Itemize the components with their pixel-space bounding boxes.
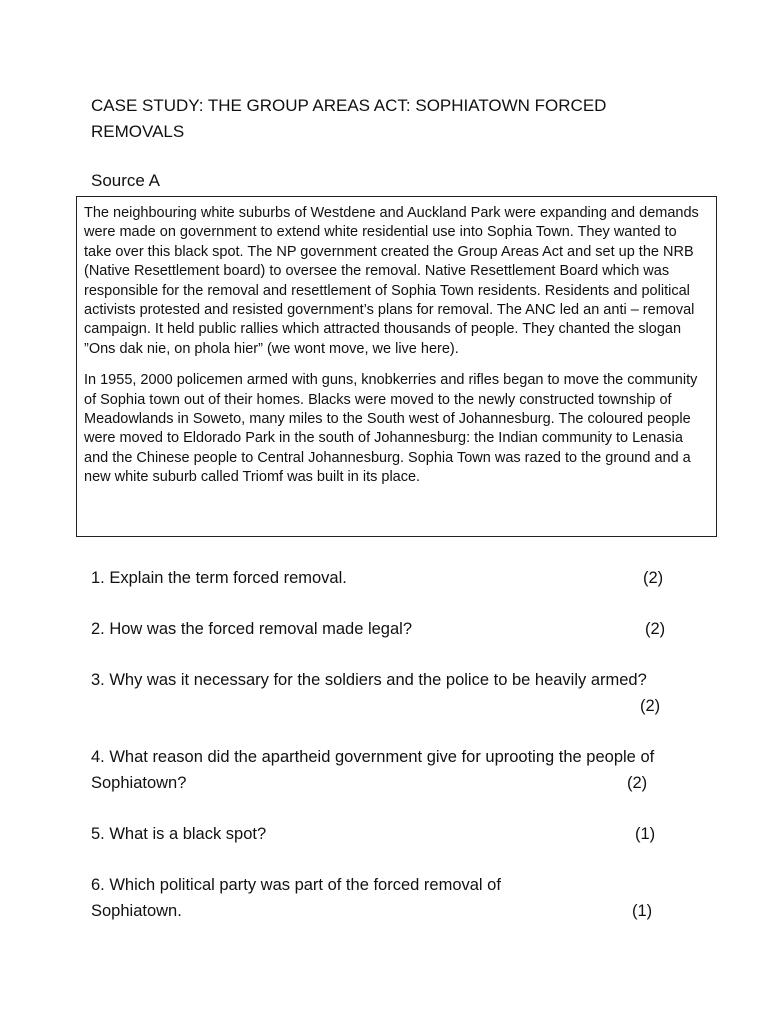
question-marks: (2) [643, 569, 664, 587]
source-label: Source A [91, 171, 160, 190]
source-paragraph: In 1955, 2000 policemen armed with guns, knobkerries and rifles began to move the community of Sophia town out of their homes. Blacks were moved to the newly constructed township of Meadowlands in Soweto, many miles to the South west of Johannesburg. The coloured people were moved to Eldorado Park in the south of Johannesburg: the Indian community to Lenasia and the Chinese people to Central Johannesburg. Sophia Town was razed to the ground and a new white suburb called Triomf was built in its place. [84, 372, 698, 486]
question-text: 6. Which political party was part of the forced removal of Sophiatown. [91, 876, 501, 920]
question-marks: (2) [645, 620, 666, 638]
question-6 [91, 872, 671, 924]
question-marks: (2) [640, 697, 661, 715]
question-1 [91, 565, 671, 591]
question-text: 2. How was the forced removal made legal? [91, 620, 412, 638]
question-marks: (1) [635, 825, 656, 843]
document-title: CASE STUDY: THE GROUP AREAS ACT: SOPHIATOWN FORCED REMOVALS [91, 96, 607, 141]
question-text: 4. What reason did the apartheid government give for uprooting the people of Sophiatown? [91, 748, 655, 792]
question-4 [91, 744, 671, 796]
question-text: 3. Why was it necessary for the soldiers and the police to be heavily armed? [91, 671, 647, 689]
source-text-box [76, 196, 717, 537]
question-marks: (1) [632, 902, 653, 920]
question-2 [91, 616, 671, 642]
question-3 [91, 667, 671, 715]
question-text: 1. Explain the term forced removal. [91, 569, 347, 587]
question-5 [91, 821, 671, 847]
question-text: 5. What is a black spot? [91, 825, 267, 843]
source-paragraph: The neighbouring white suburbs of Westdene and Auckland Park were expanding and demands were made on government to extend white residential use into Sophia Town. They wanted to take over this black spot. The NP government created the Group Areas Act and set up the NRB (Native Resettlement board) to oversee the removal. Native Resettlement Board which was responsible for the removal and resettlement of Sophia Town residents. Residents and political activists protested and resisted government’s plans for removal. The ANC led an anti – removal campaign. It held public rallies which attracted thousands of people. They chanted the slogan ”Ons dak nie, on phola hier” (we wont move, we live here). [84, 205, 699, 357]
question-marks: (2) [627, 774, 648, 792]
